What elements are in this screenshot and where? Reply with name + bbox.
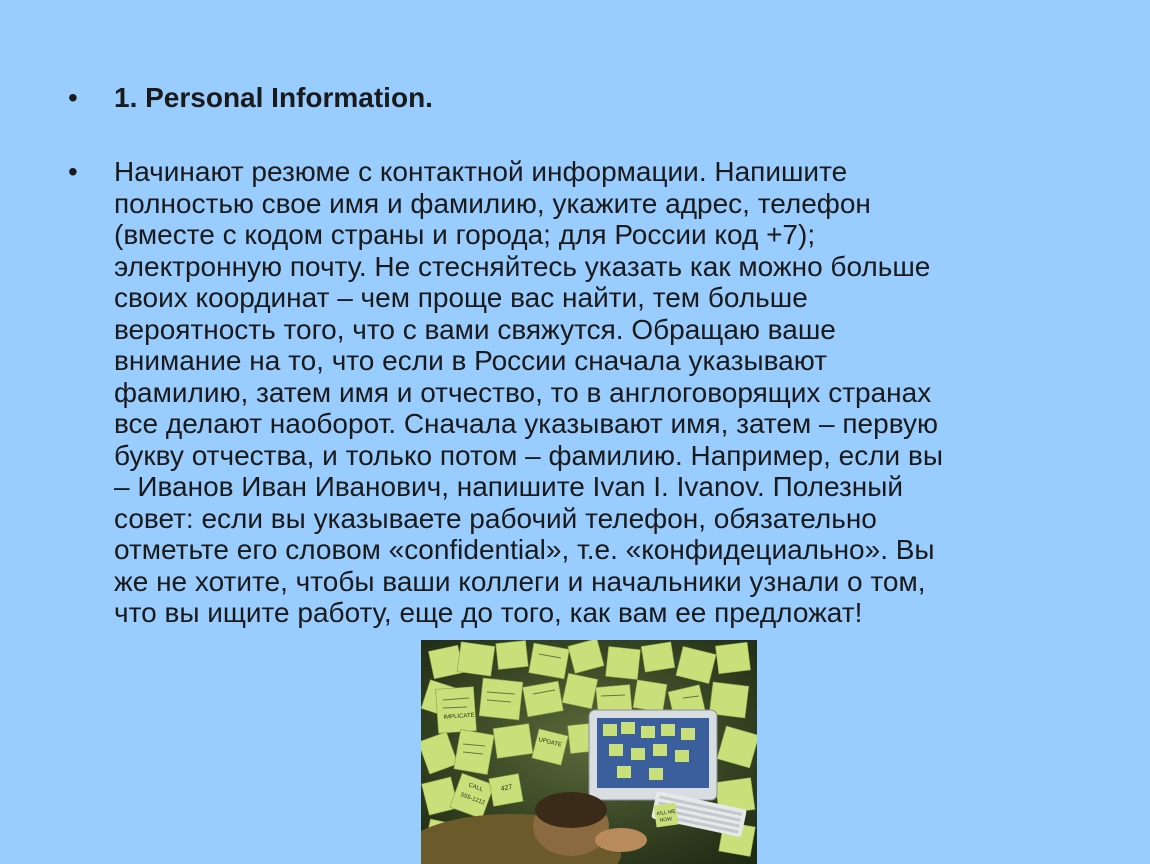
paragraph-line: внимание на то, что если в России сначала указывают <box>114 345 827 376</box>
bullet-dot: • <box>68 82 78 113</box>
paragraph-line: что вы ищите работу, еще до того, как вам ее предложат! <box>114 597 863 628</box>
paragraph-line: вероятность того, что с вами свяжутся. Обращаю ваше <box>114 313 836 345</box>
paragraph-line: (вместе с кодом страны и города; для России код +7); <box>114 219 816 250</box>
paragraph-line: своих координат – чем проще вас найти, тем больше <box>114 282 808 313</box>
sleeping-worker-photo <box>421 640 757 864</box>
bullet-dot: • <box>68 156 78 187</box>
svg-text:555-1212: 555-1212 <box>459 792 486 807</box>
slide-heading: 1. Personal Information. <box>114 82 433 113</box>
paragraph-line: полностью свое имя и фамилию, укажите адрес, телефон <box>114 187 871 219</box>
body-bullet <box>68 156 1059 629</box>
svg-text:CALL: CALL <box>467 782 484 794</box>
paragraph-line: отметьте его словом «confidential», т.е. «конфидециально». Вы <box>114 534 935 565</box>
paragraph-line: все делают наоборот. Сначала указывают имя, затем – первую <box>114 408 938 439</box>
paragraph-line: фамилию, затем имя и отчество, то в англоговорящих странах <box>114 376 932 408</box>
svg-text:KILL ME: KILL ME <box>656 808 677 818</box>
paragraph-line: совет: если вы указываете рабочий телефон, обязательно <box>114 502 877 534</box>
paragraph-line: букву отчества, и только потом – фамилию. Например, если вы <box>114 439 943 471</box>
paragraph-line: Начинают резюме с контактной информации. Напишите <box>114 156 848 187</box>
paragraph-line: электронную почту. Не стесняйтесь указать как можно больше <box>114 250 931 282</box>
svg-text:UPDATE: UPDATE <box>537 737 563 749</box>
svg-text:NOW: NOW <box>659 816 673 824</box>
svg-text:IMPLICATE: IMPLICATE <box>443 712 475 721</box>
body-paragraph <box>114 156 1059 629</box>
man-asleep-at-desk-covered-in-sticky-notes-image <box>421 640 757 864</box>
heading-bullet <box>68 82 433 114</box>
svg-text:427: 427 <box>500 783 513 793</box>
paragraph-line: же не хотите, чтобы ваши коллеги и начальники узнали о том, <box>114 565 926 597</box>
paragraph-line: – Иванов Иван Иванович, напишите Ivan I. Ivanov. Полезный <box>114 471 904 502</box>
